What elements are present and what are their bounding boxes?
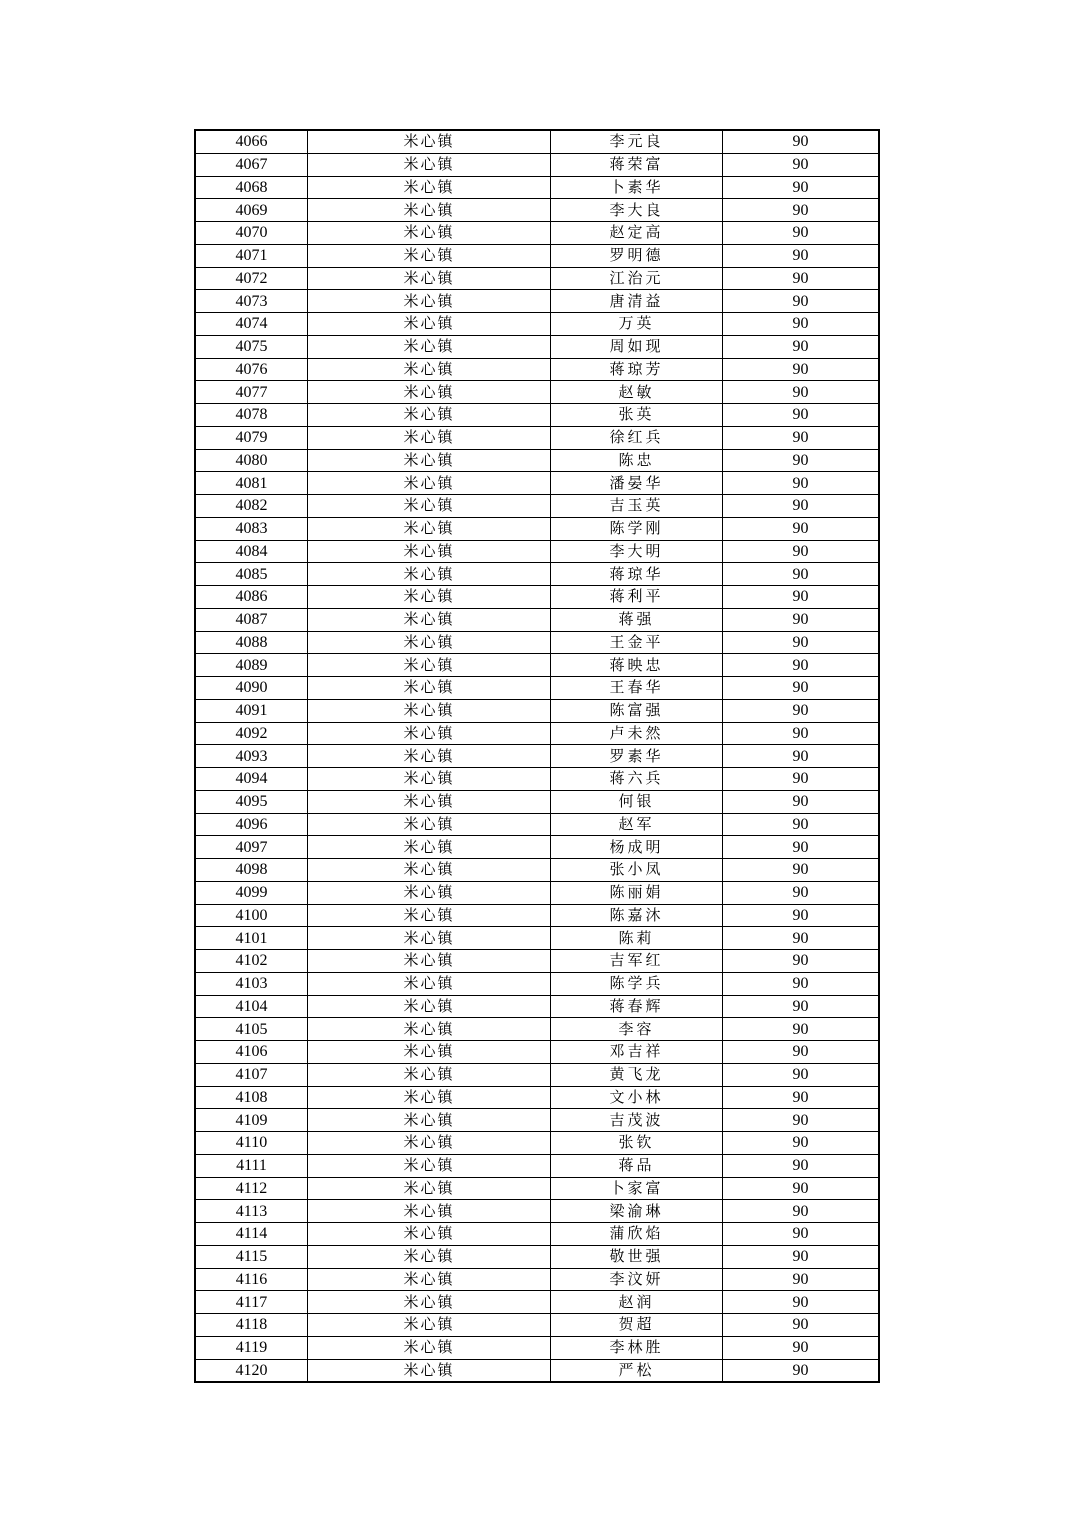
cell-amount: 90: [723, 313, 880, 336]
cell-number: 4067: [195, 153, 308, 176]
table-row: [195, 722, 879, 745]
cell-town: 米心镇: [308, 1018, 551, 1041]
cell-amount: 90: [723, 472, 880, 495]
cell-town: 米心镇: [308, 404, 551, 427]
table-row: [195, 176, 879, 199]
table-row: [195, 1291, 879, 1314]
cell-person-name: 卜素华: [551, 176, 723, 199]
table-row: [195, 881, 879, 904]
table-row: [195, 927, 879, 950]
cell-town: 米心镇: [308, 1041, 551, 1064]
cell-person-name: 蒲欣焰: [551, 1223, 723, 1246]
cell-town: 米心镇: [308, 1359, 551, 1382]
cell-number: 4100: [195, 904, 308, 927]
cell-amount: 90: [723, 586, 880, 609]
cell-number: 4077: [195, 381, 308, 404]
cell-amount: 90: [723, 836, 880, 859]
cell-town: 米心镇: [308, 153, 551, 176]
table-row: [195, 1132, 879, 1155]
table-row: [195, 1314, 879, 1337]
table-row: [195, 654, 879, 677]
cell-town: 米心镇: [308, 768, 551, 791]
cell-town: 米心镇: [308, 1132, 551, 1155]
cell-number: 4105: [195, 1018, 308, 1041]
table-row: [195, 313, 879, 336]
cell-town: 米心镇: [308, 335, 551, 358]
table-row: [195, 1177, 879, 1200]
cell-person-name: 徐红兵: [551, 426, 723, 449]
cell-amount: 90: [723, 540, 880, 563]
cell-number: 4082: [195, 495, 308, 518]
cell-number: 4099: [195, 881, 308, 904]
cell-amount: 90: [723, 1086, 880, 1109]
table-row: [195, 813, 879, 836]
table-row: [195, 677, 879, 700]
table-row: [195, 1063, 879, 1086]
cell-person-name: 陈丽娟: [551, 881, 723, 904]
cell-person-name: 蒋六兵: [551, 768, 723, 791]
cell-number: 4120: [195, 1359, 308, 1382]
cell-number: 4075: [195, 335, 308, 358]
cell-number: 4096: [195, 813, 308, 836]
table-row: [195, 1154, 879, 1177]
cell-number: 4107: [195, 1063, 308, 1086]
table-row: [195, 995, 879, 1018]
cell-town: 米心镇: [308, 790, 551, 813]
cell-person-name: 陈学刚: [551, 517, 723, 540]
cell-number: 4109: [195, 1109, 308, 1132]
cell-number: 4113: [195, 1200, 308, 1223]
cell-town: 米心镇: [308, 881, 551, 904]
cell-amount: 90: [723, 495, 880, 518]
cell-person-name: 张小凤: [551, 859, 723, 882]
cell-number: 4117: [195, 1291, 308, 1314]
cell-town: 米心镇: [308, 995, 551, 1018]
cell-amount: 90: [723, 608, 880, 631]
cell-person-name: 吉军红: [551, 950, 723, 973]
cell-number: 4085: [195, 563, 308, 586]
cell-number: 4076: [195, 358, 308, 381]
cell-number: 4073: [195, 290, 308, 313]
cell-number: 4091: [195, 699, 308, 722]
cell-person-name: 敬世强: [551, 1245, 723, 1268]
cell-town: 米心镇: [308, 517, 551, 540]
cell-town: 米心镇: [308, 1200, 551, 1223]
table-row: [195, 859, 879, 882]
cell-number: 4066: [195, 130, 308, 153]
cell-amount: 90: [723, 1291, 880, 1314]
cell-town: 米心镇: [308, 563, 551, 586]
cell-amount: 90: [723, 722, 880, 745]
cell-town: 米心镇: [308, 472, 551, 495]
cell-person-name: 万英: [551, 313, 723, 336]
cell-town: 米心镇: [308, 222, 551, 245]
cell-number: 4080: [195, 449, 308, 472]
cell-amount: 90: [723, 1177, 880, 1200]
cell-town: 米心镇: [308, 813, 551, 836]
cell-amount: 90: [723, 335, 880, 358]
table-row: [195, 381, 879, 404]
table-row: [195, 904, 879, 927]
cell-amount: 90: [723, 1314, 880, 1337]
cell-person-name: 陈富强: [551, 699, 723, 722]
roster-table: [194, 129, 880, 1383]
cell-town: 米心镇: [308, 267, 551, 290]
cell-amount: 90: [723, 449, 880, 472]
cell-person-name: 罗明德: [551, 244, 723, 267]
cell-number: 4103: [195, 972, 308, 995]
cell-town: 米心镇: [308, 176, 551, 199]
table-row: [195, 631, 879, 654]
cell-person-name: 陈莉: [551, 927, 723, 950]
cell-amount: 90: [723, 1154, 880, 1177]
cell-person-name: 陈嘉沐: [551, 904, 723, 927]
cell-amount: 90: [723, 153, 880, 176]
cell-town: 米心镇: [308, 1314, 551, 1337]
cell-person-name: 罗素华: [551, 745, 723, 768]
cell-person-name: 吉玉英: [551, 495, 723, 518]
cell-amount: 90: [723, 130, 880, 153]
cell-person-name: 蒋琼华: [551, 563, 723, 586]
cell-amount: 90: [723, 1041, 880, 1064]
cell-town: 米心镇: [308, 1154, 551, 1177]
table-row: [195, 244, 879, 267]
cell-person-name: 严松: [551, 1359, 723, 1382]
table-row: [195, 290, 879, 313]
cell-number: 4095: [195, 790, 308, 813]
table-row: [195, 449, 879, 472]
cell-number: 4081: [195, 472, 308, 495]
cell-amount: 90: [723, 517, 880, 540]
cell-person-name: 王春华: [551, 677, 723, 700]
table-row: [195, 153, 879, 176]
cell-town: 米心镇: [308, 540, 551, 563]
cell-person-name: 陈学兵: [551, 972, 723, 995]
cell-person-name: 唐清益: [551, 290, 723, 313]
cell-person-name: 王金平: [551, 631, 723, 654]
table-row: [195, 608, 879, 631]
cell-amount: 90: [723, 995, 880, 1018]
cell-town: 米心镇: [308, 358, 551, 381]
cell-number: 4098: [195, 859, 308, 882]
cell-person-name: 蒋荣富: [551, 153, 723, 176]
cell-town: 米心镇: [308, 290, 551, 313]
table-row: [195, 1223, 879, 1246]
table-row: [195, 358, 879, 381]
cell-person-name: 周如现: [551, 335, 723, 358]
cell-amount: 90: [723, 745, 880, 768]
cell-number: 4088: [195, 631, 308, 654]
cell-number: 4084: [195, 540, 308, 563]
cell-amount: 90: [723, 859, 880, 882]
cell-number: 4119: [195, 1336, 308, 1359]
table-row: [195, 1041, 879, 1064]
cell-amount: 90: [723, 631, 880, 654]
cell-town: 米心镇: [308, 495, 551, 518]
cell-town: 米心镇: [308, 244, 551, 267]
table-row: [195, 586, 879, 609]
cell-amount: 90: [723, 1200, 880, 1223]
cell-number: 4087: [195, 608, 308, 631]
cell-person-name: 李林胜: [551, 1336, 723, 1359]
cell-town: 米心镇: [308, 631, 551, 654]
cell-amount: 90: [723, 881, 880, 904]
cell-number: 4078: [195, 404, 308, 427]
cell-town: 米心镇: [308, 449, 551, 472]
cell-amount: 90: [723, 1109, 880, 1132]
cell-amount: 90: [723, 358, 880, 381]
cell-number: 4114: [195, 1223, 308, 1246]
table-row: [195, 517, 879, 540]
cell-town: 米心镇: [308, 199, 551, 222]
cell-town: 米心镇: [308, 699, 551, 722]
cell-town: 米心镇: [308, 381, 551, 404]
table-row: [195, 950, 879, 973]
cell-person-name: 黄飞龙: [551, 1063, 723, 1086]
cell-town: 米心镇: [308, 677, 551, 700]
table-row: [195, 130, 879, 153]
cell-number: 4092: [195, 722, 308, 745]
cell-town: 米心镇: [308, 1086, 551, 1109]
cell-person-name: 吉茂波: [551, 1109, 723, 1132]
table-row: [195, 1018, 879, 1041]
table-row: [195, 836, 879, 859]
cell-person-name: 贺超: [551, 1314, 723, 1337]
cell-number: 4102: [195, 950, 308, 973]
table-row: [195, 426, 879, 449]
cell-number: 4069: [195, 199, 308, 222]
cell-amount: 90: [723, 699, 880, 722]
cell-number: 4086: [195, 586, 308, 609]
cell-town: 米心镇: [308, 904, 551, 927]
table-row: [195, 495, 879, 518]
cell-person-name: 文小林: [551, 1086, 723, 1109]
table-row: [195, 1200, 879, 1223]
cell-town: 米心镇: [308, 130, 551, 153]
table-row: [195, 472, 879, 495]
cell-town: 米心镇: [308, 1291, 551, 1314]
cell-number: 4097: [195, 836, 308, 859]
cell-person-name: 张英: [551, 404, 723, 427]
cell-person-name: 李大良: [551, 199, 723, 222]
table-row: [195, 404, 879, 427]
cell-number: 4094: [195, 768, 308, 791]
cell-amount: 90: [723, 790, 880, 813]
cell-town: 米心镇: [308, 608, 551, 631]
cell-person-name: 卜家富: [551, 1177, 723, 1200]
cell-person-name: 何银: [551, 790, 723, 813]
cell-person-name: 蒋琼芳: [551, 358, 723, 381]
table-row: [195, 768, 879, 791]
cell-town: 米心镇: [308, 426, 551, 449]
cell-person-name: 张钦: [551, 1132, 723, 1155]
cell-town: 米心镇: [308, 1336, 551, 1359]
cell-amount: 90: [723, 404, 880, 427]
cell-person-name: 赵润: [551, 1291, 723, 1314]
cell-person-name: 赵敏: [551, 381, 723, 404]
table-row: [195, 335, 879, 358]
cell-town: 米心镇: [308, 836, 551, 859]
table-row: [195, 972, 879, 995]
cell-amount: 90: [723, 222, 880, 245]
cell-amount: 90: [723, 1063, 880, 1086]
cell-town: 米心镇: [308, 1245, 551, 1268]
cell-person-name: 李容: [551, 1018, 723, 1041]
cell-amount: 90: [723, 1245, 880, 1268]
cell-number: 4104: [195, 995, 308, 1018]
cell-amount: 90: [723, 1132, 880, 1155]
cell-number: 4089: [195, 654, 308, 677]
cell-person-name: 蒋利平: [551, 586, 723, 609]
cell-person-name: 梁渝琳: [551, 1200, 723, 1223]
cell-number: 4070: [195, 222, 308, 245]
table-row: [195, 1336, 879, 1359]
cell-person-name: 蒋品: [551, 1154, 723, 1177]
table-row: [195, 1086, 879, 1109]
cell-amount: 90: [723, 1018, 880, 1041]
cell-person-name: 江治元: [551, 267, 723, 290]
cell-number: 4108: [195, 1086, 308, 1109]
cell-amount: 90: [723, 677, 880, 700]
cell-amount: 90: [723, 1336, 880, 1359]
cell-number: 4090: [195, 677, 308, 700]
cell-person-name: 邓吉祥: [551, 1041, 723, 1064]
cell-town: 米心镇: [308, 1177, 551, 1200]
cell-person-name: 潘晏华: [551, 472, 723, 495]
table-row: [195, 540, 879, 563]
table-row: [195, 699, 879, 722]
cell-number: 4112: [195, 1177, 308, 1200]
cell-amount: 90: [723, 950, 880, 973]
cell-number: 4106: [195, 1041, 308, 1064]
cell-person-name: 赵军: [551, 813, 723, 836]
cell-amount: 90: [723, 813, 880, 836]
table-row: [195, 1359, 879, 1382]
roster-table-body: [195, 130, 879, 1382]
cell-town: 米心镇: [308, 1223, 551, 1246]
cell-person-name: 陈忠: [551, 449, 723, 472]
cell-town: 米心镇: [308, 950, 551, 973]
cell-number: 4068: [195, 176, 308, 199]
cell-number: 4101: [195, 927, 308, 950]
cell-number: 4074: [195, 313, 308, 336]
cell-amount: 90: [723, 563, 880, 586]
cell-town: 米心镇: [308, 972, 551, 995]
cell-amount: 90: [723, 654, 880, 677]
cell-town: 米心镇: [308, 586, 551, 609]
cell-amount: 90: [723, 381, 880, 404]
cell-town: 米心镇: [308, 927, 551, 950]
cell-person-name: 李元良: [551, 130, 723, 153]
cell-amount: 90: [723, 904, 880, 927]
cell-amount: 90: [723, 1223, 880, 1246]
table-row: [195, 1268, 879, 1291]
cell-town: 米心镇: [308, 1109, 551, 1132]
cell-number: 4072: [195, 267, 308, 290]
table-row: [195, 1245, 879, 1268]
table-row: [195, 267, 879, 290]
cell-town: 米心镇: [308, 859, 551, 882]
table-row: [195, 199, 879, 222]
cell-person-name: 蒋映忠: [551, 654, 723, 677]
cell-number: 4118: [195, 1314, 308, 1337]
cell-town: 米心镇: [308, 1063, 551, 1086]
cell-person-name: 李大明: [551, 540, 723, 563]
table-row: [195, 222, 879, 245]
cell-amount: 90: [723, 267, 880, 290]
cell-amount: 90: [723, 927, 880, 950]
cell-number: 4115: [195, 1245, 308, 1268]
cell-number: 4083: [195, 517, 308, 540]
cell-amount: 90: [723, 768, 880, 791]
table-row: [195, 790, 879, 813]
cell-number: 4111: [195, 1154, 308, 1177]
cell-number: 4079: [195, 426, 308, 449]
cell-amount: 90: [723, 199, 880, 222]
cell-number: 4093: [195, 745, 308, 768]
cell-person-name: 赵定高: [551, 222, 723, 245]
cell-number: 4071: [195, 244, 308, 267]
cell-amount: 90: [723, 290, 880, 313]
cell-person-name: 蒋强: [551, 608, 723, 631]
cell-amount: 90: [723, 1359, 880, 1382]
cell-amount: 90: [723, 176, 880, 199]
cell-person-name: 蒋春辉: [551, 995, 723, 1018]
table-row: [195, 745, 879, 768]
cell-person-name: 李汶妍: [551, 1268, 723, 1291]
cell-town: 米心镇: [308, 745, 551, 768]
cell-amount: 90: [723, 972, 880, 995]
table-row: [195, 563, 879, 586]
cell-town: 米心镇: [308, 313, 551, 336]
cell-number: 4116: [195, 1268, 308, 1291]
cell-amount: 90: [723, 1268, 880, 1291]
cell-town: 米心镇: [308, 722, 551, 745]
cell-person-name: 卢未然: [551, 722, 723, 745]
table-row: [195, 1109, 879, 1132]
cell-town: 米心镇: [308, 654, 551, 677]
cell-amount: 90: [723, 426, 880, 449]
cell-person-name: 杨成明: [551, 836, 723, 859]
cell-number: 4110: [195, 1132, 308, 1155]
cell-town: 米心镇: [308, 1268, 551, 1291]
cell-amount: 90: [723, 244, 880, 267]
